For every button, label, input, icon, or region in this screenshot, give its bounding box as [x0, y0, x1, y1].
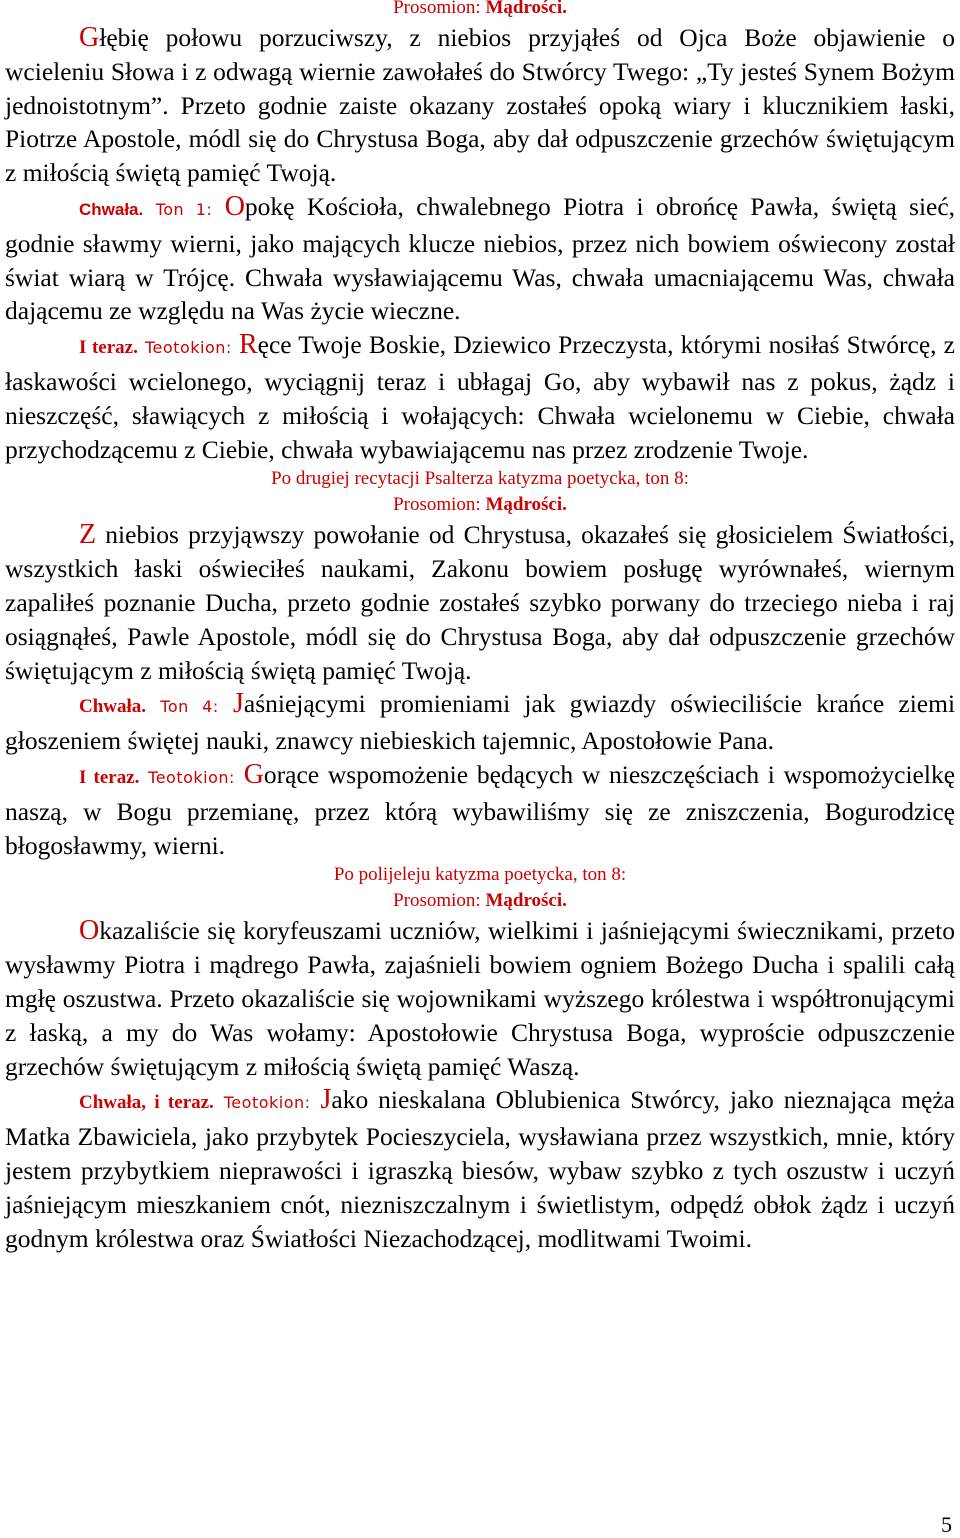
page-number: 5	[941, 1512, 952, 1537]
glory-paragraph-2: Chwała. Ton 4: Jaśniejącymi promieniami jak gwiazdy oświeciliście krańce ziemi głoszeniem świętej nauki, znawcy niebieskich tajemnic, Apostołowie Pana.	[5, 688, 956, 756]
theotokion-paragraph-1: I teraz. Teotokion: Ręce Twoje Boskie, Dziewico Przeczysta, którymi nosiłaś Stwórcę, z łaskawości wcielonego, wyciągnij teraz i ubłagaj Go, aby wybawił nas z pokus, żądz i nieszczęść, sławiących z miłością i wołających: Chwała wcielonemu w Ciebie, chwała przychodzącemu z Ciebie, chwała wybawiającemu nas przez zrodzenie Twoje.	[5, 329, 955, 464]
section-heading-kathisma-2: Po polijeleju katyzma poetycka, ton 8:	[333, 864, 627, 886]
prosomion-heading-3: Prosomion: Mądrości.	[393, 890, 567, 912]
document-page	[5, 0, 955, 1255]
section-heading-kathisma-1: Po drugiej recytacji Psalterza katyzma poetycka, ton 8:	[271, 468, 689, 490]
glory-paragraph-1: Chwała. Ton 1: Opokę Kościoła, chwalebnego Piotra i obrońcę Pawła, świętą sieć, godnie sławmy wierni, jako mających klucze niebios, przez nich bowiem oświecony został świat wiarą w Trójcę. Chwała wysławiającemu Was, chwała umacniającemu Was, chwała dającemu ze względu na Was życie wieczne.	[5, 190, 956, 326]
theotokion-paragraph-2: I teraz. Teotokion: Gorące wspomożenie będących w nieszczęściach i wspomożycielkę naszą, w Bogu przemianę, przez którą wybawiliśmy się ze zniszczenia, Bogurodzicę błogosławmy, wierni.	[5, 758, 956, 860]
prosomion-heading-1: Prosomion: Mądrości.	[393, 0, 567, 18]
hymn-paragraph-paul: Z niebios przyjąwszy powołanie od Chrystusa, okazałeś się głosicielem Światłości, wszystkich łaski oświeciłeś naukami, Zakonu bowiem posługę wyrównałeś, wiernym zapaliłeś poznanie Ducha, przeto godnie zostałeś szybko porwany do trzeciego nieba i raj osiągnąłeś, Pawle Apostole, módl się do Chrystusa Boga, aby dał odpuszczenie grzechów świętującym z miłością świętą pamięć Twoją.	[5, 519, 955, 685]
theotokion-paragraph-3: Chwała, i teraz. Teotokion: Jako nieskalana Oblubienica Stwórcy, jako nieznająca męża Matka Zbawiciela, jako przybytek Pocieszyciela, wysławiana przez wszystkich, mnie, który jestem przybytkiem nieprawości i igraszką biesów, wybaw szybko z tych oszustw i uczyń jaśniejącym mieszkaniem cnót, niezniszczalnym i świetlistym, odpędź obłok żądz i uczyń godnym królestwa oraz Światłości Niezachodzącej, modlitwami Twoimi.	[5, 1084, 956, 1253]
hymn-paragraph-apostles: Okazaliście się koryfeuszami uczniów, wielkimi i jaśniejącymi świecznikami, przeto wysławmy Piotra i mądrego Pawła, zajaśnieli bowiem ogniem Bożego Ducha i spalili całą mgłę oszustwa. Przeto okazaliście się wojownikami wyższego królestwa i współtronującymi z łaską, a my do Was wołamy: Apostołowie Chrystusa Boga, wyproście odpuszczenie grzechów świętującym z miłością świętą pamięć Waszą.	[5, 915, 955, 1081]
prosomion-heading-2: Prosomion: Mądrości.	[393, 494, 567, 516]
hymn-paragraph-peter: Głębię połowu porzuciwszy, z niebios przyjąłeś od Ojca Boże objawienie o wcieleniu Słowa i z odwagą wiernie zawołałeś do Stwórcy Twego: „Ty jesteś Synem Bożym jednoistotnym”. Przeto godnie zaiste okazany zostałeś opoką wiary i klucznikiem łaski, Piotrze Apostole, módl się do Chrystusa Boga, aby dał odpuszczenie grzechów świętującym z miłością świętą pamięć Twoją.	[5, 22, 955, 188]
